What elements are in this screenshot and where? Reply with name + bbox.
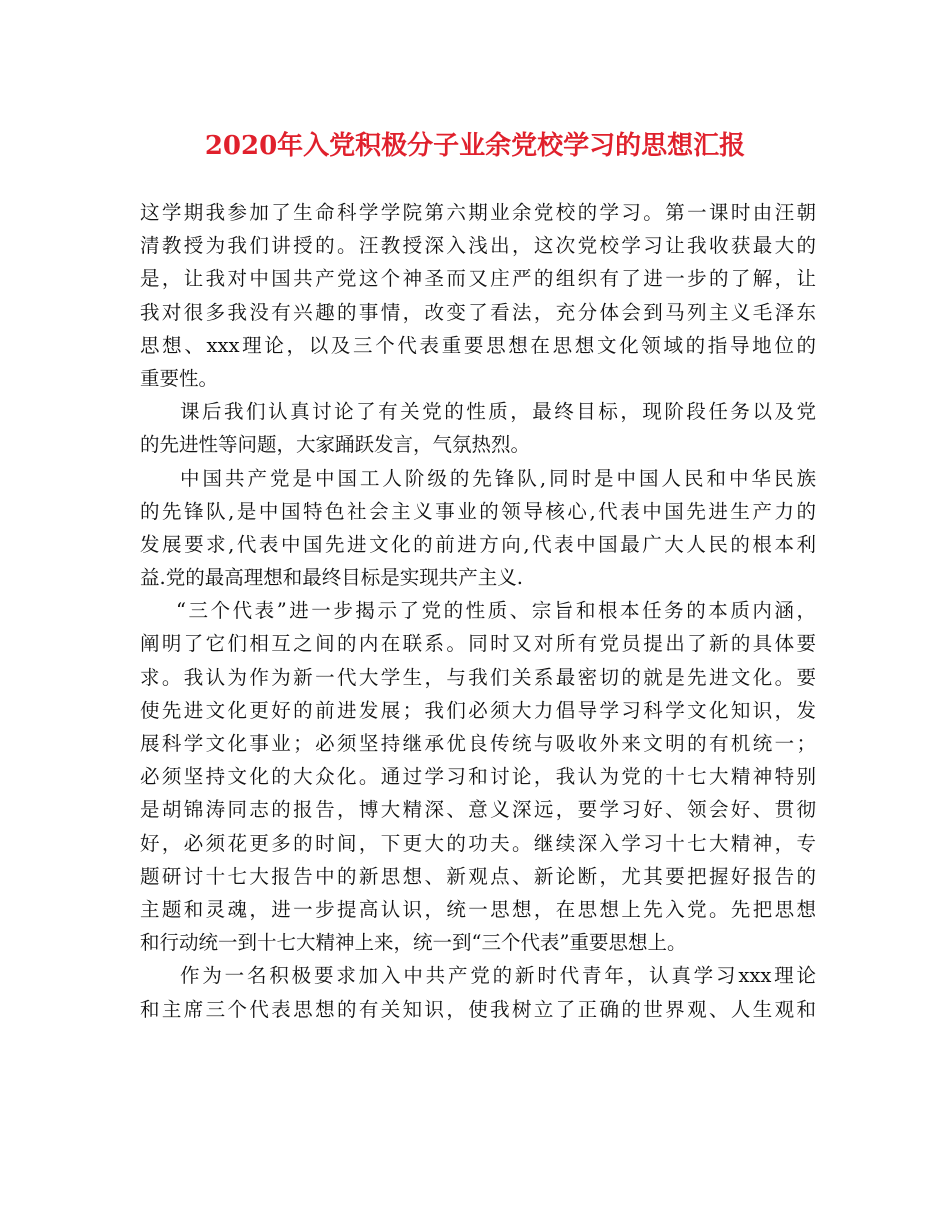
paragraph-2 <box>140 395 816 461</box>
text-line: 和行动统一到十七大精神上来，统一到“三个代表”重要思想上。 <box>140 931 687 955</box>
text-line: 清教授为我们讲授的。汪教授深入浅出，这次党校学习让我收获最大的 <box>140 234 816 258</box>
text-line: 题研讨十七大报告中的新思想、新观点、新论断，尤其要把握好报告的 <box>140 864 816 888</box>
text-line: 求。我认为作为新一代大学生，与我们关系最密切的就是先进文化。要 <box>140 665 816 689</box>
text-line: 思想、xxx理论，以及三个代表重要思想在思想文化领域的指导地位的 <box>140 333 816 357</box>
text-line: 展科学文化事业；必须坚持继承优良传统与吸收外来文明的有机统一； <box>140 732 816 755</box>
text-line: 发展要求,代表中国先进文化的前进方向,代表中国最广大人民的根本利 <box>140 532 816 556</box>
text-line: 的先进性等问题，大家踊跃发言，气氛热烈。 <box>140 433 531 457</box>
document-body <box>140 196 816 1026</box>
text-line: 阐明了它们相互之间的内在联系。同时又对所有党员提出了新的具体要 <box>140 632 816 656</box>
text-line: 好，必须花更多的时间，下更大的功夫。继续深入学习十七大精神，专 <box>140 831 816 855</box>
text-line: “三个代表”进一步揭示了党的性质、宗旨和根本任务的本质内涵， <box>176 599 816 623</box>
paragraph-5 <box>140 959 816 1025</box>
text-line: 我对很多我没有兴趣的事情，改变了看法，充分体会到马列主义毛泽东 <box>140 300 816 324</box>
text-line: 和主席三个代表思想的有关知识，使我树立了正确的世界观、人生观和 <box>140 997 816 1021</box>
paragraph-3 <box>140 462 816 595</box>
text-line: 益.党的最高理想和最终目标是实现共产主义. <box>140 566 523 590</box>
text-line: 这学期我参加了生命科学学院第六期业余党校的学习。第一课时由汪朝 <box>140 201 816 224</box>
text-line: 是，让我对中国共产党这个神圣而又庄严的组织有了进一步的了解，让 <box>140 267 816 291</box>
text-line: 是胡锦涛同志的报告，博大精深、意义深远，要学习好、领会好、贯彻 <box>140 798 816 822</box>
text-line: 的先锋队,是中国特色社会主义事业的领导核心,代表中国先进生产力的 <box>140 499 816 523</box>
text-line: 中国共产党是中国工人阶级的先锋队,同时是中国人民和中华民族 <box>180 466 816 490</box>
text-line: 必须坚持文化的大众化。通过学习和讨论，我认为党的十七大精神特别 <box>140 765 816 789</box>
text-line: 课后我们认真讨论了有关党的性质，最终目标，现阶段任务以及党 <box>180 400 816 424</box>
document-title: 2020年入党积极分子业余党校学习的思想汇报 <box>204 131 746 161</box>
text-line: 重要性。 <box>140 366 219 390</box>
paragraph-1 <box>140 196 816 395</box>
text-line: 使先进文化更好的前进发展；我们必须大力倡导学习科学文化知识，发 <box>140 698 816 722</box>
text-line: 作为一名积极要求加入中共产党的新时代青年，认真学习xxx理论 <box>180 964 816 988</box>
paragraph-4 <box>140 594 816 959</box>
text-line: 主题和灵魂，进一步提高认识，统一思想，在思想上先入党。先把思想 <box>140 897 816 921</box>
